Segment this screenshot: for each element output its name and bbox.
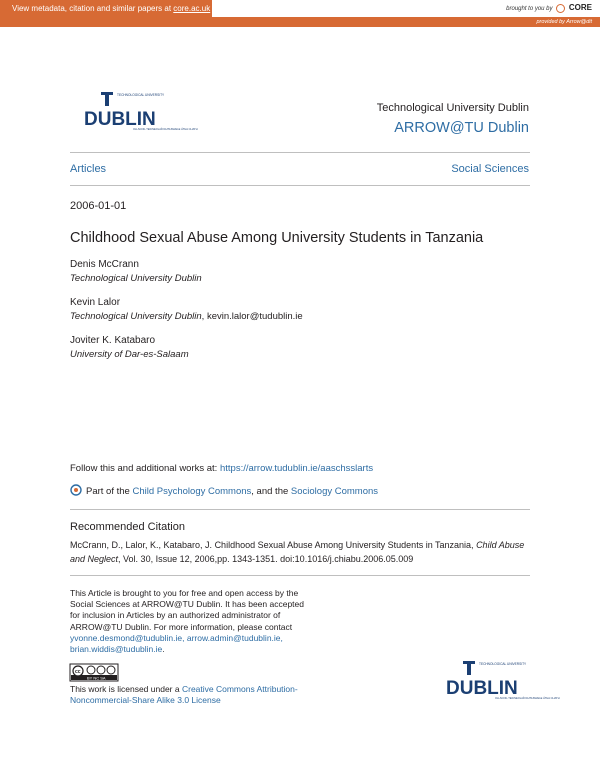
notice-text: This Article is brought to you for free and open access by the Social Sciences at ARROW@TU Dublin. It has been accepted for inclusion in Articles by an authorized administrator of ARROW@TU Dublin. For more information, please contact: [70, 588, 304, 632]
institution-name: Technological University Dublin: [376, 102, 529, 114]
svg-text:cc: cc: [75, 669, 81, 675]
core-wordmark: CORE: [568, 3, 592, 12]
license-statement: [70, 684, 310, 706]
notice-end: .: [162, 644, 165, 655]
logo-tagline-bottom: OLLSCOIL TEICNEOLAÍOCHTA BHAILE ÁTHA CLIATH: [133, 128, 198, 131]
follow-link[interactable]: https://arrow.tudublin.ie/aaschsslarts: [219, 463, 374, 474]
sa-icon: [107, 666, 115, 674]
divider: [70, 575, 530, 576]
cc-badge-label: BY NC SA: [87, 675, 106, 681]
cc-license-badge[interactable]: [70, 664, 118, 686]
sociology-commons-link[interactable]: Sociology Commons: [290, 486, 379, 498]
author-block: [70, 334, 189, 362]
nc-icon: [97, 666, 105, 674]
follow-text: Follow this and additional works at:: [70, 463, 220, 474]
part-of-text: Part of the: [86, 486, 133, 498]
logo-wordmark: DUBLIN: [446, 678, 518, 699]
divider: [70, 152, 530, 153]
author-name: Denis McCrann: [70, 259, 139, 270]
divider: [70, 185, 530, 186]
author-affiliation: University of Dar-es-Salaam: [70, 349, 189, 360]
access-notice: [70, 588, 310, 655]
license-text: This work is licensed under a: [70, 684, 182, 694]
repository-link[interactable]: ARROW@TU Dublin: [394, 120, 529, 136]
articles-link[interactable]: Articles: [70, 163, 107, 175]
author-affiliation: Technological University Dublin: [70, 311, 202, 322]
core-banner: [0, 0, 600, 25]
license-link[interactable]: Creative Commons Attribution-Noncommercial-Share Alike 3.0 License: [70, 684, 298, 706]
core-stripe: [0, 17, 600, 27]
citation-journal: Child Abuse and Neglect: [70, 540, 525, 564]
social-sciences-link[interactable]: Social Sciences: [451, 163, 529, 175]
author-block: [70, 258, 202, 286]
author-affiliation: Technological University Dublin: [70, 273, 202, 284]
publication-date: 2006-01-01: [70, 200, 127, 212]
logo-t-stem: [105, 92, 109, 106]
contact-emails[interactable]: yvonne.desmond@tudublin.ie, arrow.admin@tudublin.ie,: [70, 632, 283, 643]
core-logo-icon: [556, 4, 565, 13]
citation-text: [70, 538, 532, 566]
divider: [70, 509, 530, 510]
author-name: Joviter K. Katabaro: [70, 335, 156, 346]
author-name: Kevin Lalor: [70, 297, 121, 308]
author-email[interactable]: , kevin.lalor@tudublin.ie: [201, 311, 303, 322]
core-metadata-banner[interactable]: [0, 0, 212, 17]
brought-by-text: brought to you by: [506, 6, 553, 12]
part-of-line: [70, 484, 378, 499]
citation-details: , Vol. 30, Issue 12, 2006,pp. 1343-1351. doi:10.1016/j.chiabu.2006.05.009: [118, 554, 414, 564]
logo-tagline-top: TECHNOLOGICAL UNIVERSITY: [117, 93, 165, 97]
tu-dublin-logo: [84, 92, 198, 134]
citation-authors-title: McCrann, D., Lalor, K., Katabaro, J. Childhood Sexual Abuse Among University Students in Tanzania,: [70, 540, 477, 550]
part-of-middle-text: , and the: [251, 486, 291, 498]
tu-dublin-logo-footer: [446, 661, 560, 703]
by-icon: [87, 666, 95, 674]
commons-network-icon: [70, 484, 82, 499]
core-brand[interactable]: [506, 3, 592, 13]
logo-tagline-top: TECHNOLOGICAL UNIVERSITY: [479, 662, 527, 666]
follow-line: [70, 463, 373, 474]
author-block: [70, 296, 303, 324]
core-link[interactable]: core.ac.uk: [173, 4, 211, 13]
logo-tagline-bottom: OLLSCOIL TEICNEOLAÍOCHTA BHAILE ÁTHA CLIATH: [495, 697, 560, 700]
logo-t-stem: [467, 661, 471, 675]
provided-by-text: provided by Arrow@dit: [536, 19, 592, 25]
child-psychology-commons-link[interactable]: Child Psychology Commons: [132, 486, 252, 498]
logo-wordmark: DUBLIN: [84, 109, 156, 130]
core-metadata-text: View metadata, citation and similar papers at: [12, 4, 174, 13]
citation-heading: Recommended Citation: [70, 521, 185, 533]
article-title: Childhood Sexual Abuse Among University Students in Tanzania: [70, 230, 484, 246]
contact-email-brian[interactable]: brian.widdis@tudublin.ie: [70, 644, 163, 655]
